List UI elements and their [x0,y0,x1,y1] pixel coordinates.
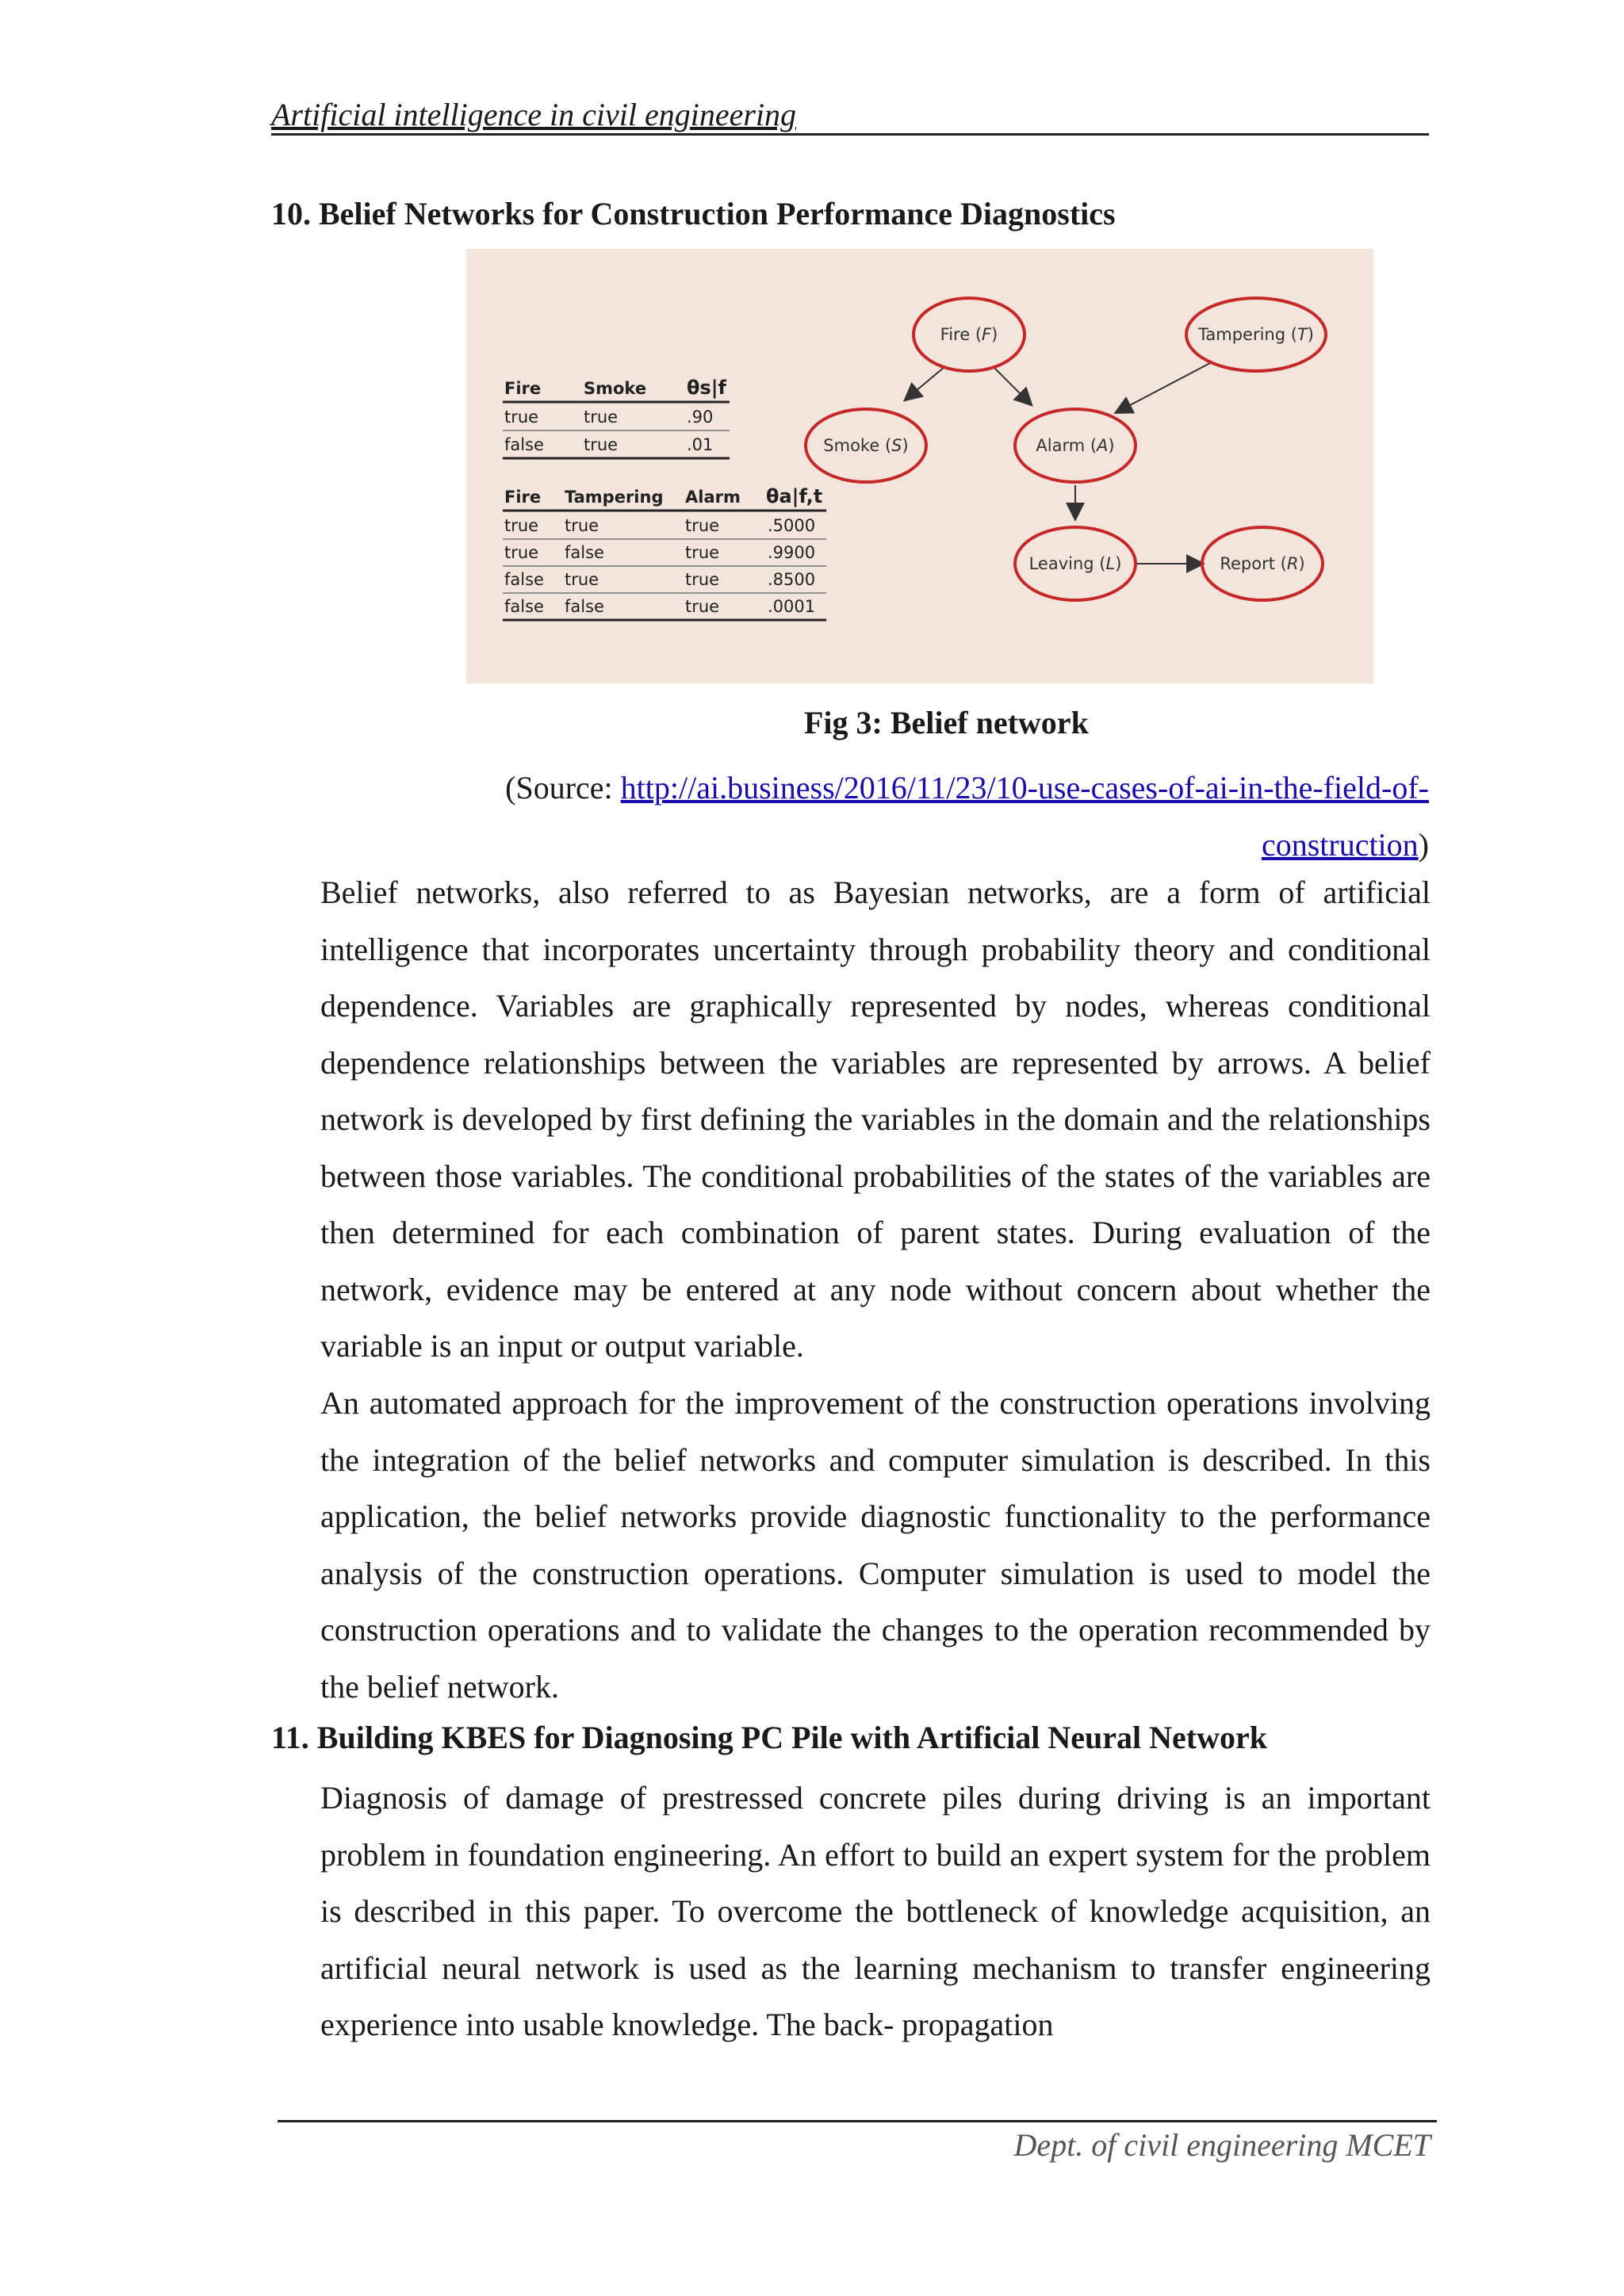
t2-header-tampering: Tampering [565,488,664,507]
section-11-heading: 11. Building KBES for Diagnosing PC Pile with Artificial Neural Network [271,1720,1267,1755]
t2-header-alarm: Alarm [685,488,741,507]
t1-r2-c1: false [504,435,544,454]
edge-fire-alarm [993,366,1031,404]
figure-caption: Fig 3: Belief network [804,705,1089,740]
edge-tampering-alarm [1116,363,1210,412]
t2-header-fire: Fire [504,488,542,507]
t2-r3-c4: .8500 [768,570,816,589]
node-tampering [1186,298,1326,371]
figure-source [471,760,1429,874]
t2-r2-c3: true [685,543,720,562]
t2-r1-c1: true [504,516,539,535]
cpt-alarm-table [503,485,826,620]
network-nodes [806,298,1326,600]
t1-header-theta: θs|f [687,377,726,399]
paragraph-automated-approach: An automated approach for the improvement of the construction operations involving the integration of the belief networks and computer simulation is described. In this application, the belief networks provide diagnostic functionality to the performance analysis of the construction operations. Computer simulation is used to model the construction operations and to validate the changes to the operation recommended by the belief network. [320,1385,1431,1705]
t2-r4-c3: true [685,597,720,616]
edge-fire-smoke [906,366,945,400]
svg-text:Fire (F): Fire (F) [940,325,998,344]
node-smoke [806,409,926,482]
node-report [1202,527,1323,600]
node-leaving [1015,527,1136,600]
source-suffix: ) [1418,827,1429,863]
t2-r3-c2: true [565,570,599,589]
svg-text:Alarm (A): Alarm (A) [1036,436,1115,455]
svg-text:Report (R): Report (R) [1220,554,1305,573]
t2-r3-c3: true [685,570,720,589]
t1-r1-c3: .90 [687,408,714,427]
t2-r3-c1: false [504,570,544,589]
svg-text:Smoke (S): Smoke (S) [823,436,909,455]
t1-header-smoke: Smoke [584,379,647,398]
paragraph-belief-networks: Belief networks, also referred to as Bayesian networks, are a form of artificial intelligence that incorporates uncertainty through probability theory and conditional dependence. Variables are graphically represented by nodes, whereas conditional dependence relationships between the variables are represented by arrows. A belief network is developed by first defining the variables in the domain and the relationships between those variables. The conditional probabilities of the states of the variables are then determined for each combination of parent states. During evaluation of the network, evidence may be entered at any node without concern about whether the variable is an input or output variable. [320,874,1431,1364]
t1-r2-c2: true [584,435,619,454]
t2-r4-c4: .0001 [768,597,816,616]
t1-header-fire: Fire [504,379,542,398]
t1-r1-c2: true [584,408,619,427]
t2-r4-c2: false [565,597,604,616]
t2-r2-c2: false [565,543,604,562]
page-header [271,97,1429,136]
t2-r2-c1: true [504,543,539,562]
svg-text:Tampering (T): Tampering (T) [1198,325,1314,344]
source-link[interactable]: http://ai.business/2016/11/23/10-use-cases-of-ai-in-the-field-of-construction [620,770,1429,863]
paragraph-diagnosis: Diagnosis of damage of prestressed concrete piles during driving is an important problem in foundation engineering. An effort to build an expert system for the problem is described in this paper. To overcome the bottleneck of knowledge acquisition, an artificial neural network is used as the learning mechanism to transfer engineering experience into usable knowledge. The back- propagation [320,1780,1431,2042]
page-footer: Dept. of civil engineering MCET [1013,2127,1431,2163]
t2-r1-c2: true [565,516,599,535]
source-prefix: (Source: [505,770,621,806]
t1-r1-c1: true [504,408,539,427]
t2-r1-c3: true [685,516,720,535]
section-10-heading: 10. Belief Networks for Construction Performance Diagnostics [271,196,1116,232]
footer-divider [278,2120,1437,2122]
t2-r1-c4: .5000 [768,516,816,535]
node-alarm [1015,409,1136,482]
cpt-smoke-table [503,377,730,458]
svg-text:Leaving (L): Leaving (L) [1028,554,1122,573]
network-edges [906,363,1210,564]
belief-network-figure [466,249,1373,683]
t1-r2-c3: .01 [687,435,714,454]
node-fire [914,298,1025,371]
header-title: Artificial intelligence in civil engineering [271,97,797,132]
t2-r2-c4: .9900 [768,543,816,562]
t2-r4-c1: false [504,597,544,616]
t2-header-theta: θa|f,t [766,485,823,507]
